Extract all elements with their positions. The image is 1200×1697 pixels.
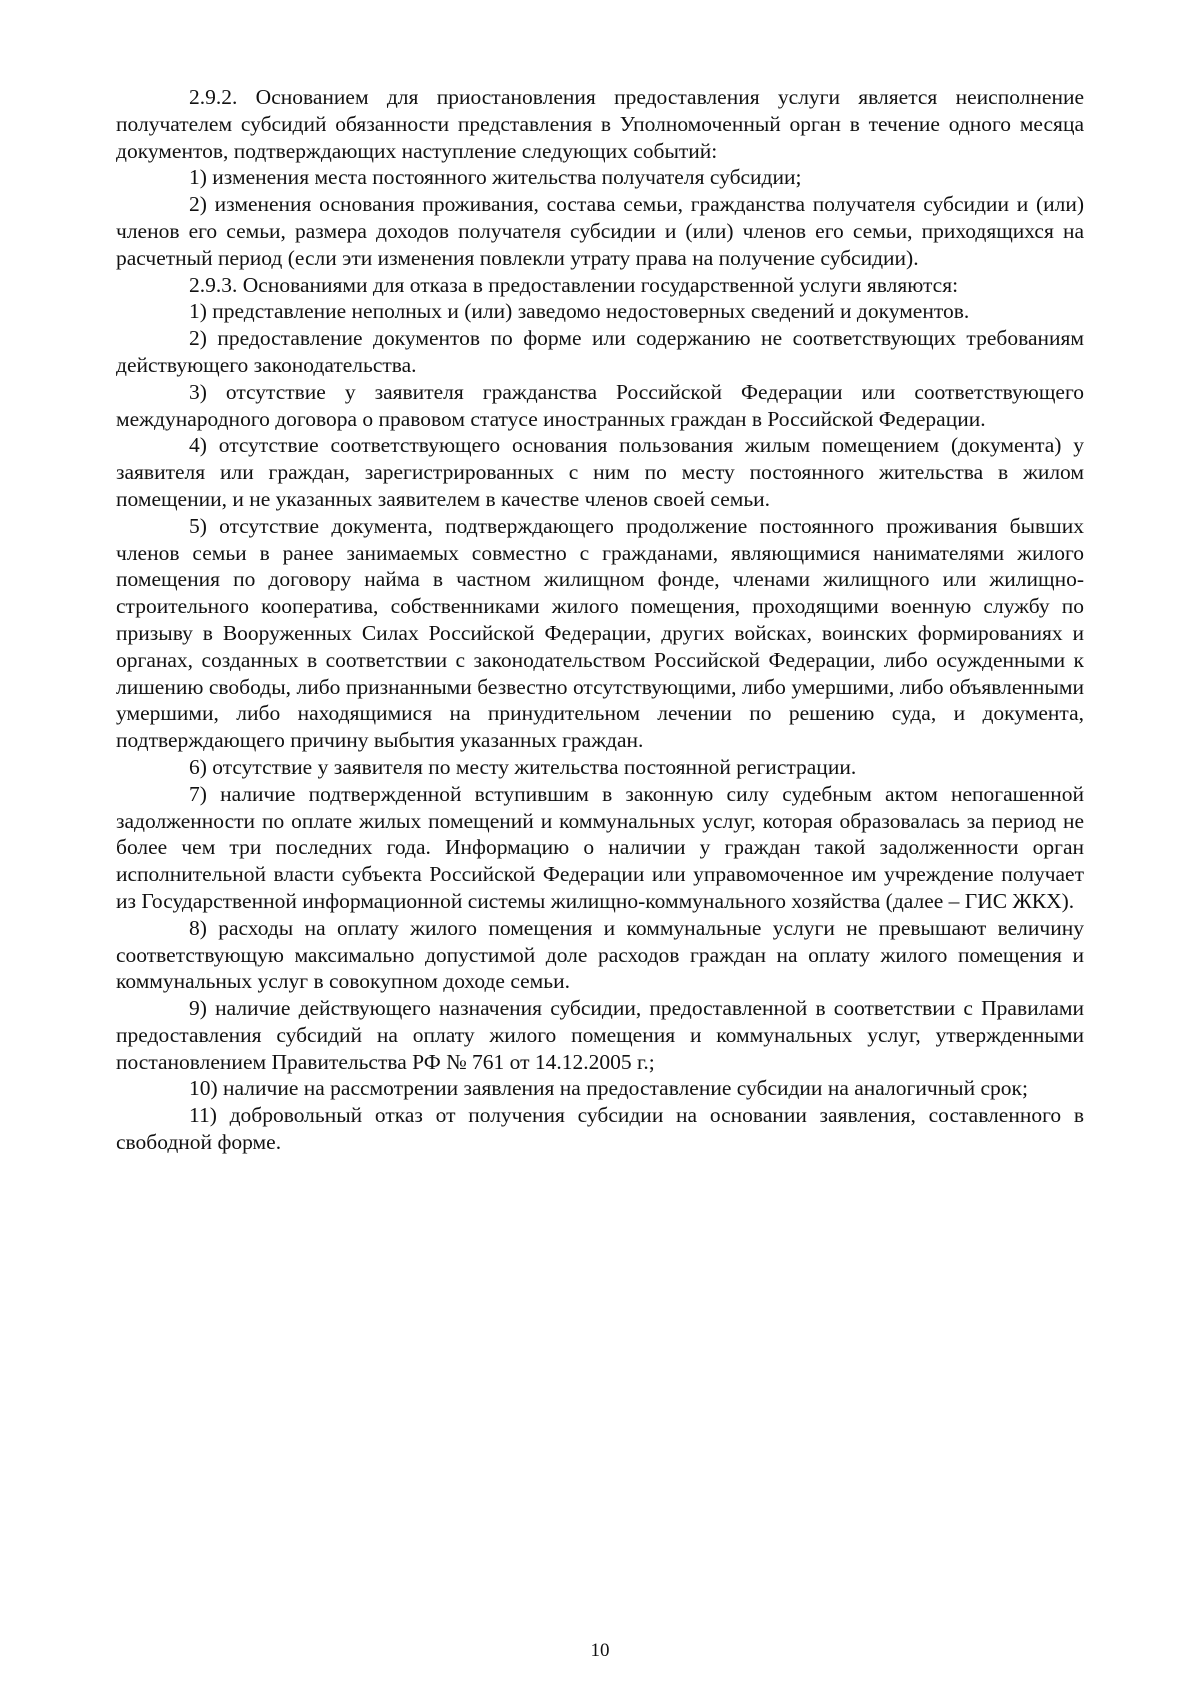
document-body — [116, 84, 1084, 1156]
paragraph-refusal-item-10: 10) наличие на рассмотрении заявления на предоставление субсидии на аналогичный срок; — [189, 1076, 1028, 1101]
paragraph-refusal-item-5: 5) отсутствие документа, подтверждающего продолжение постоянного проживания бывших членов семьи в ранее занимаемых совместно с гражданами, являющимися нанимателями жилого помещения по договору найма в частном жилищном фонде, членами жилищного или жилищно-строительного кооператива, собственниками жилого помещения, проходящими военную службу по призыву в Вооруженных Силах Российской Федерации, других войсках, воинских формированиях и органах, созданных в соответствии с законодательством Российской Федерации, либо осужденными к лишению свободы, либо признанными безвестно отсутствующими, либо умершими, либо объявленными умершими, либо находящимися на принудительном лечении по решению суда, и документа, подтверждающего причину выбытия указанных граждан. — [116, 513, 1084, 753]
paragraph-suspension-item-2: 2) изменения основания проживания, состава семьи, гражданства получателя субсидии и (или) членов его семьи, размера доходов получателя субсидии и (или) членов его семьи, приходящихся на расчетный период (если эти изменения повлекли утрату права на получение субсидии). — [116, 192, 1084, 270]
paragraph-refusal-item-7: 7) наличие подтвержденной вступившим в законную силу судебным актом непогашенной задолженности по оплате жилых помещений и коммунальных услуг, которая образовалась за период не более чем три последних года. Информацию о наличии у граждан такой задолженности орган исполнительной власти субъекта Российской Федерации или управомоченное им учреждение получает из Государственной информационной системы жилищно-коммунального хозяйства (далее – ГИС ЖКХ). — [116, 781, 1084, 913]
paragraph-2-9-2: 2.9.2. Основанием для приостановления предоставления услуги является неисполнение получателем субсидий обязанности представления в Уполномоченный орган в течение одного месяца документов, подтверждающих наступление следующих событий: — [116, 85, 1084, 163]
paragraph-refusal-item-11: 11) добровольный отказ от получения субсидии на основании заявления, составленного в свободной форме. — [116, 1103, 1084, 1155]
paragraph-suspension-item-1: 1) изменения места постоянного жительства получателя субсидии; — [189, 165, 802, 190]
paragraph-refusal-item-2: 2) предоставление документов по форме или содержанию не соответствующих требованиям действующего законодательства. — [116, 326, 1084, 377]
paragraph-refusal-item-4: 4) отсутствие соответствующего основания пользования жилым помещением (документа) у заявителя или граждан, зарегистрированных с ним по месту постоянного жительства в жилом помещении, и не указанных заявителем в качестве членов своей семьи. — [116, 433, 1084, 511]
paragraph-refusal-item-9: 9) наличие действующего назначения субсидии, предоставленной в соответствии с Правилами предоставления субсидий на оплату жилого помещения и коммунальных услуг, утвержденными постановлением Правительства РФ № 761 от 14.12.2005 г.; — [116, 996, 1084, 1074]
paragraph-refusal-item-3: 3) отсутствие у заявителя гражданства Российской Федерации или соответствующего международного договора о правовом статусе иностранных граждан в Российской Федерации. — [116, 379, 1084, 431]
paragraph-2-9-3: 2.9.3. Основаниями для отказа в предоставлении государственной услуги являются: — [189, 272, 959, 297]
paragraph-refusal-item-8: 8) расходы на оплату жилого помещения и коммунальные услуги не превышают величину соответствующую максимально допустимой доле расходов граждан на оплату жилого помещения и коммунальных услуг в совокупном доходе семьи. — [116, 915, 1084, 994]
paragraph-refusal-item-6: 6) отсутствие у заявителя по месту жительства постоянной регистрации. — [189, 754, 857, 779]
page-number: 10 — [590, 1640, 610, 1661]
paragraph-refusal-item-1: 1) представление неполных и (или) заведомо недостоверных сведений и документов. — [189, 299, 970, 324]
